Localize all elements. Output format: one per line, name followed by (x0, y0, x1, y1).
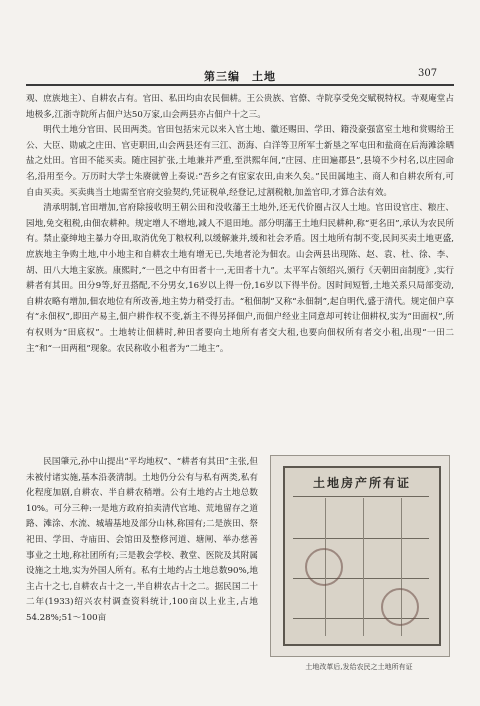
paragraph: 民国肇元,孙中山提出“平均地权”、“耕者有其田”主张,但未被付诸实施,基本沿袭清制。土地仍分公有与私有两类,私有化程度加剧,自耕农、半自耕农稍增。公有土地约占土地总数10%。可分三种:一是地方政府拍卖清代官地、荒地留存之道路、滩涂、水流、城墙基地及部分山林,称国有;二是族田、祭祀田、学田、寺庙田、会馆田及整修河道、塘闸、举办慈善事业之土地,称社团所有;三是教会学校、教堂、医院及其附属设施之土地,实为外国人所有。私有土地约占土地总数90%,地主占十之七,自耕农占十之一,半自耕农占十之二。据民国二十二年(1933)绍兴农村调查资料统计,100亩以上业主,占地54.28%;51～100亩 (26, 457, 258, 623)
side-text-block (26, 455, 258, 627)
main-text-block (26, 92, 454, 357)
paragraph: 观、庶族地主）、自耕农占有。官田、私田均由农民佃耕。王公贵族、官僚、寺院享受免交赋税特权。寺观庵堂占地极多,江浙寺院所占佃户达50万家,山会两县亦占佃户十之三。 (26, 94, 454, 120)
seal-stamp (305, 548, 343, 586)
certificate-photo (270, 455, 450, 657)
certificate-column (363, 498, 364, 636)
certificate-rule (293, 496, 429, 497)
paragraph: 清承明制,官田增加,官府除接收明王朝公田和没收藩王土地外,还无代价圈占汉人土地。官田设官庄、粮庄、园地,免交租税,由佃农耕种。规定增人不增地,减人不退田地。部分明藩王土地归民耕种,称“更名田”,承认为农民所有。禁止豪绅地主暴力夺田,取消优免丁粮权利,以缓解兼并,缓和社会矛盾。因土地所有制不变,民间买卖土地更盛,庶族地主争购土地,中小地主和自耕农土地有增无已,失地者沦为佃农。山会两县出现陈、赵、袁、杜、徐、李、胡、田八大地主家族。康熙时,“一邑之中有田者十一,无田者十九”。太平军占领绍兴,颁行《天朝田亩制度》,实行耕者有其田。田分9等,好丑搭配,不分男女,16岁以上得一份,16岁以下得半份。因时间短暂,土地关系只局部变动,自耕农略有增加,佃农地位有所改善,地主势力稍受打击。“租佃制”又称“永佃制”,起自明代,盛于清代。规定佃户享有“永佃权”,即田产易主,佃户耕作权不变,新主不得另择佃户,而佃户经业主同意却可转让佃耕权,实为“田面权”,所有权则为“田底权”。土地转让佃耕时,种田者要向土地所有者交大租,也要向佃权所有者交小租,出现“一田二主”和“一田两租”现象。农民称收小租者为“二地主”。 (26, 203, 454, 354)
paragraph: 明代土地分官田、民田两类。官田包括宋元以来入官土地、徽还赐田、学田、籍没豪强富室土地和赏赐给王公、大臣、勋戚之庄田、官吏职田,山会两县还有三江、沥海、白洋等卫所军士新垦之军屯田和盐商在后海滩涂晒盐之灶田。官田不能买卖。随庄园扩张,土地兼并严重,至洪熙年间,“庄园、庄田遍郡县”,县境不少村名,以庄园命名,沿用至今。万历时大学士朱赓就曾上奏说:“吾乡之有宦家农田,由来久矣。”民田属地主、商人和自耕农所有,可自由买卖。买卖典当土地需至官府交验契约,凭证税单,经登记,过割税粮,加盖官印,才算合法有效。 (26, 125, 454, 198)
page-number: 307 (418, 68, 438, 79)
figure-caption: 土地改革后,发给农民之土地所有证 (305, 663, 413, 671)
seal-stamp (381, 588, 419, 626)
certificate-rule (293, 538, 429, 539)
header-rule (26, 84, 454, 86)
land-certificate-image (283, 466, 441, 646)
certificate-title: 土地房产所有证 (312, 476, 411, 490)
page-header-title: 第三编 土地 (204, 70, 276, 83)
